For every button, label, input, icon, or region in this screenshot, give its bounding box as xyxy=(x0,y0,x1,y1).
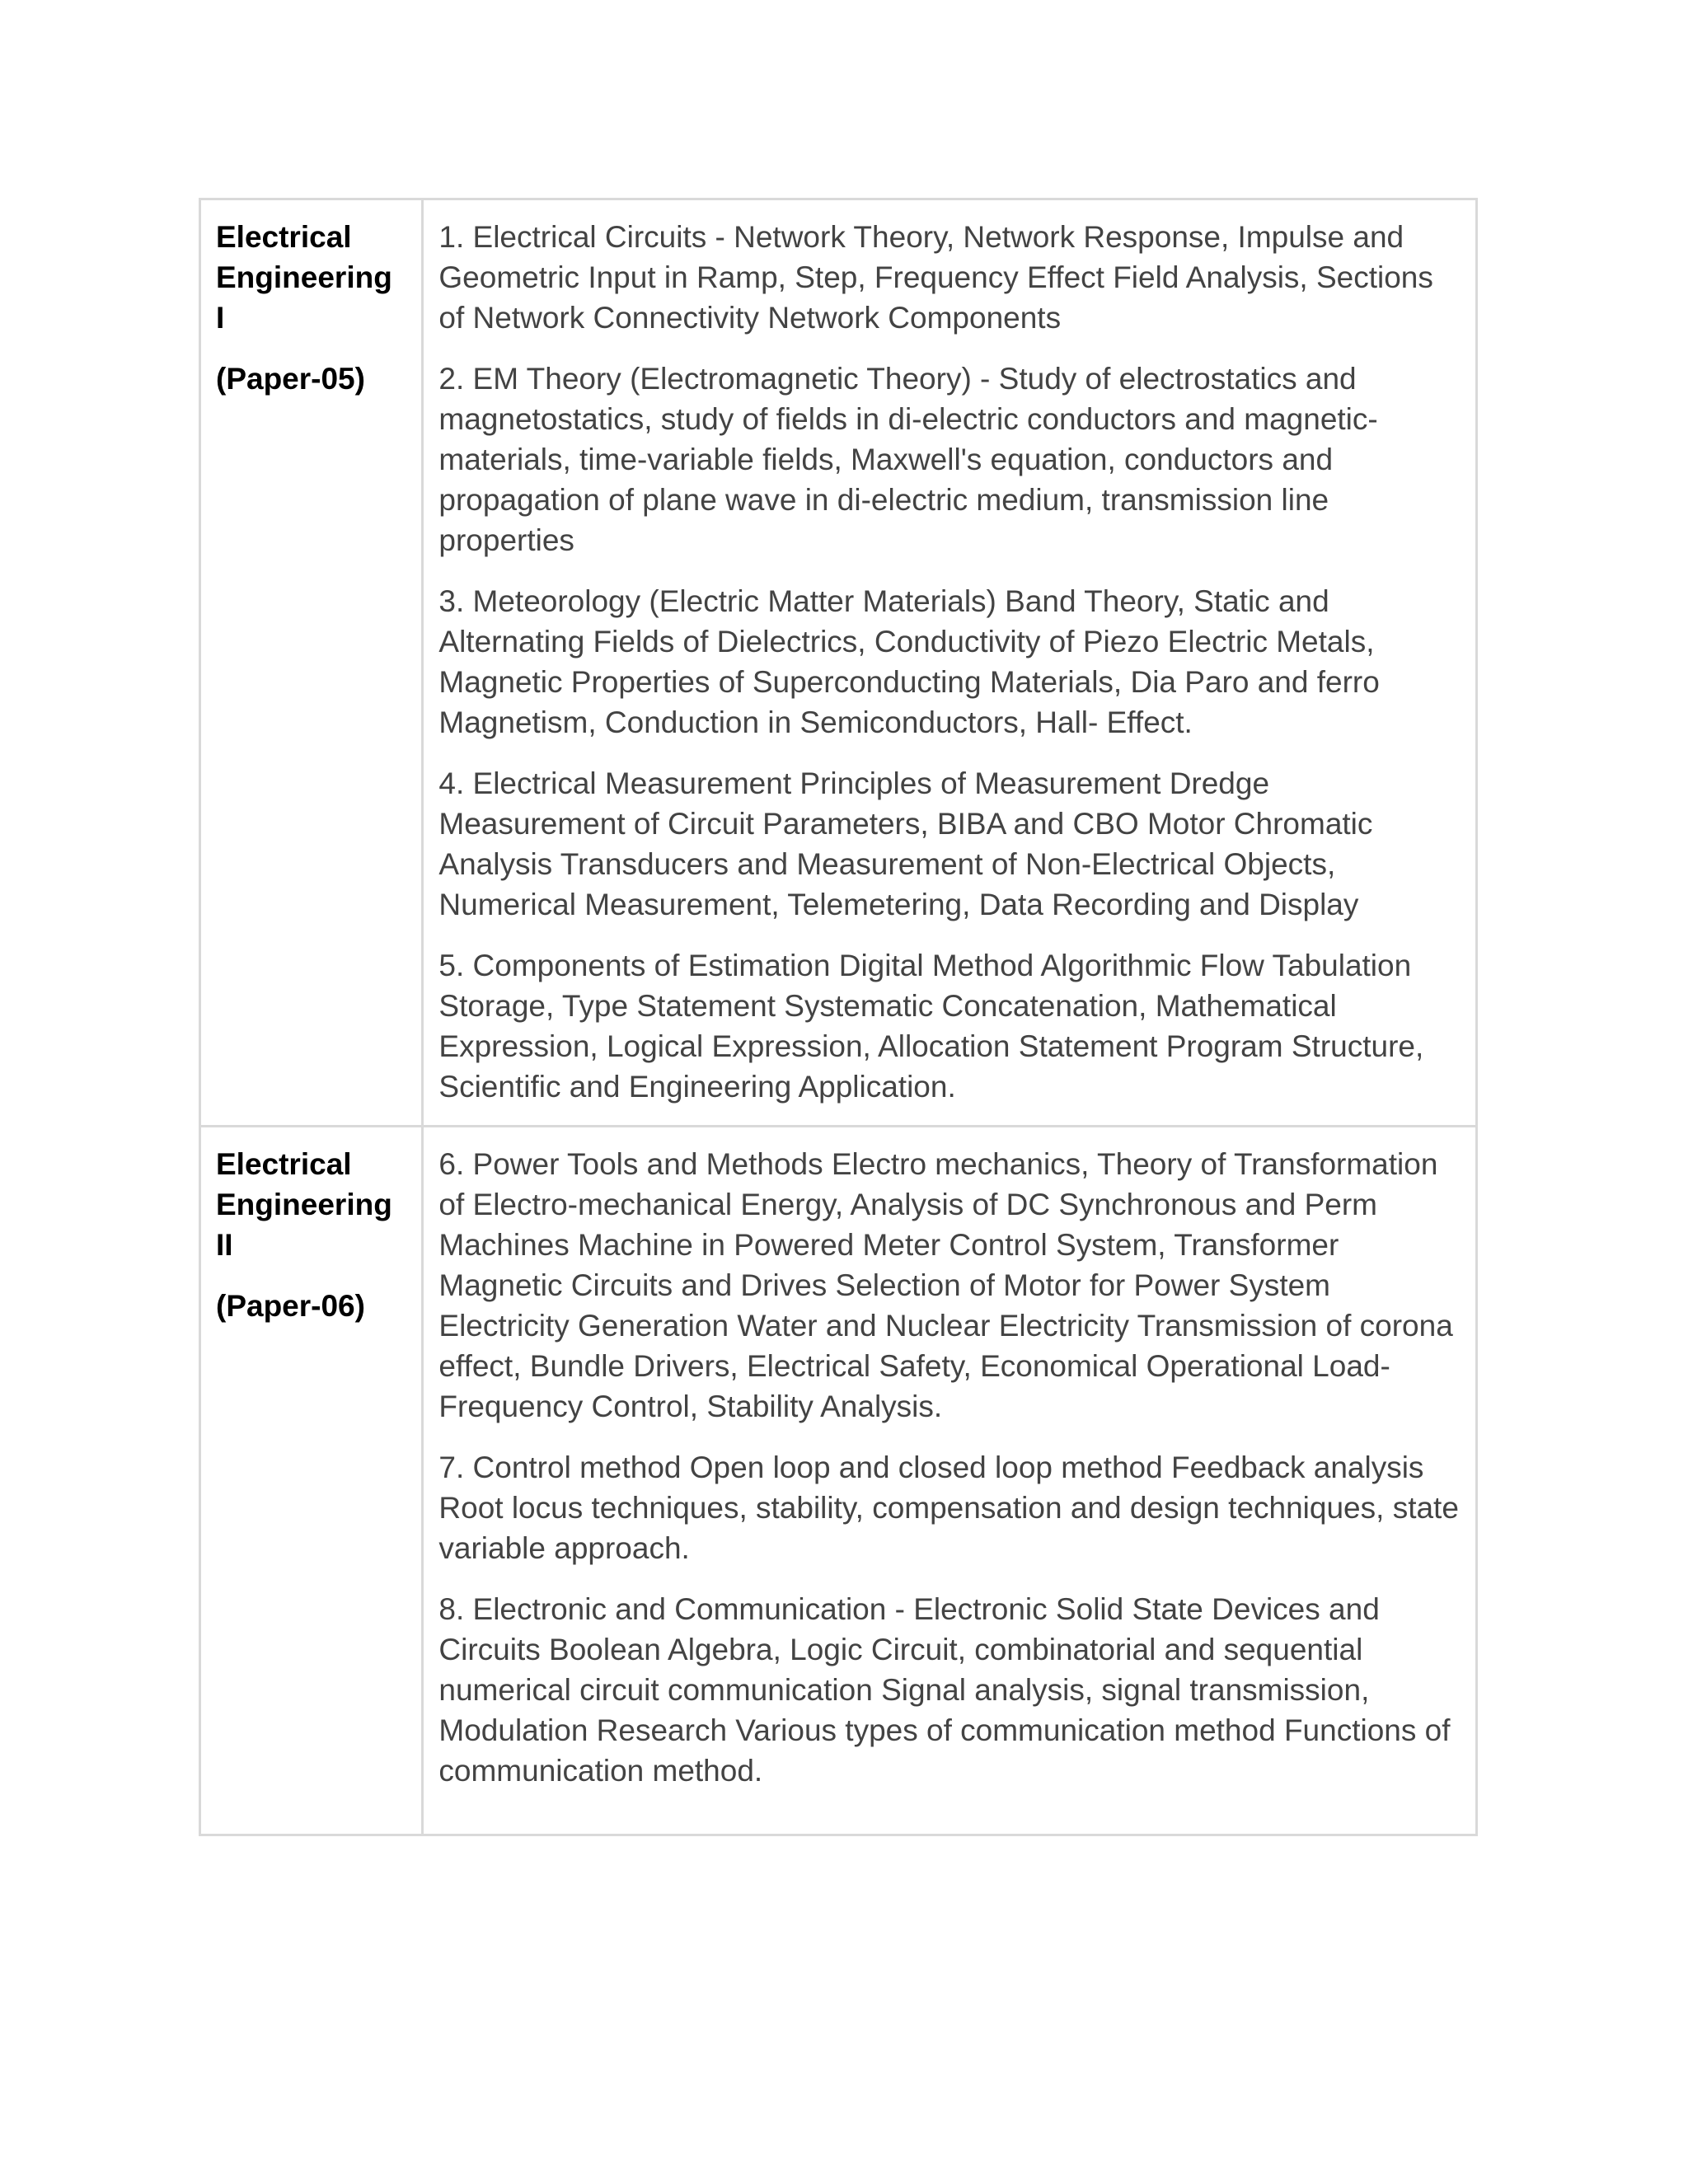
table-row xyxy=(200,1127,1477,1835)
subject-name: Electrical Engineering I xyxy=(216,220,392,335)
subject-name: Electrical Engineering II xyxy=(216,1147,392,1262)
topic-paragraph: 2. EM Theory (Electromagnetic Theory) - Study of electrostatics and magnetostatics, study of fields in di-electric conductors and magnetic-materials, time-variable fields, Maxwell's equation, conductors and propagation of plane wave in di-electric medium, transmission line properties xyxy=(438,362,1378,557)
paper-code: (Paper-05) xyxy=(216,362,365,396)
syllabus-table xyxy=(199,198,1478,1836)
subject-cell xyxy=(200,199,423,1127)
topic-paragraph: 5. Components of Estimation Digital Method Algorithmic Flow Tabulation Storage, Type Statement Systematic Concatenation, Mathematical Expression, Logical Expression, Allocation Statement Program Structure, Scientific and Engineering Application. xyxy=(438,949,1424,1104)
paper-code: (Paper-06) xyxy=(216,1289,365,1323)
subject-cell xyxy=(200,1127,423,1835)
topics-cell xyxy=(423,1127,1477,1835)
topic-paragraph: 3. Meteorology (Electric Matter Materials) Band Theory, Static and Alternating Fields of Dielectrics, Conductivity of Piezo Electric Metals, Magnetic Properties of Superconducting Materials, Dia Paro and ferro Magnetism, Conduction in Semiconductors, Hall- Effect. xyxy=(438,584,1380,739)
topic-paragraph: 4. Electrical Measurement Principles of Measurement Dredge Measurement of Circuit Parameters, BIBA and CBO Motor Chromatic Analysis Transducers and Measurement of Non-Electrical Objects, Numerical Measurement, Telemetering, Data Recording and Display xyxy=(438,766,1373,921)
table-row xyxy=(200,199,1477,1127)
topic-paragraph: 8. Electronic and Communication - Electronic Solid State Devices and Circuits Boolean Algebra, Logic Circuit, combinatorial and sequential numerical circuit communication Signal analysis, signal transmission, Modulation Research Various types of communication method Functions of communication method. xyxy=(438,1592,1451,1788)
topic-paragraph: 1. Electrical Circuits - Network Theory, Network Response, Impulse and Geometric Input in Ramp, Step, Frequency Effect Field Analysis, Sections of Network Connectivity Network Components xyxy=(438,220,1433,335)
topic-paragraph: 7. Control method Open loop and closed loop method Feedback analysis Root locus techniques, stability, compensation and design techniques, state variable approach. xyxy=(438,1451,1459,1565)
topic-paragraph: 6. Power Tools and Methods Electro mechanics, Theory of Transformation of Electro-mechanical Energy, Analysis of DC Synchronous and Perm Machines Machine in Powered Meter Control System, Transformer Magnetic Circuits and Drives Selection of Motor for Power System Electricity Generation Water and Nuclear Electricity Transmission of corona effect, Bundle Drivers, Electrical Safety, Economical Operational Load-Frequency Control, Stability Analysis. xyxy=(438,1147,1453,1423)
topics-cell xyxy=(423,199,1477,1127)
